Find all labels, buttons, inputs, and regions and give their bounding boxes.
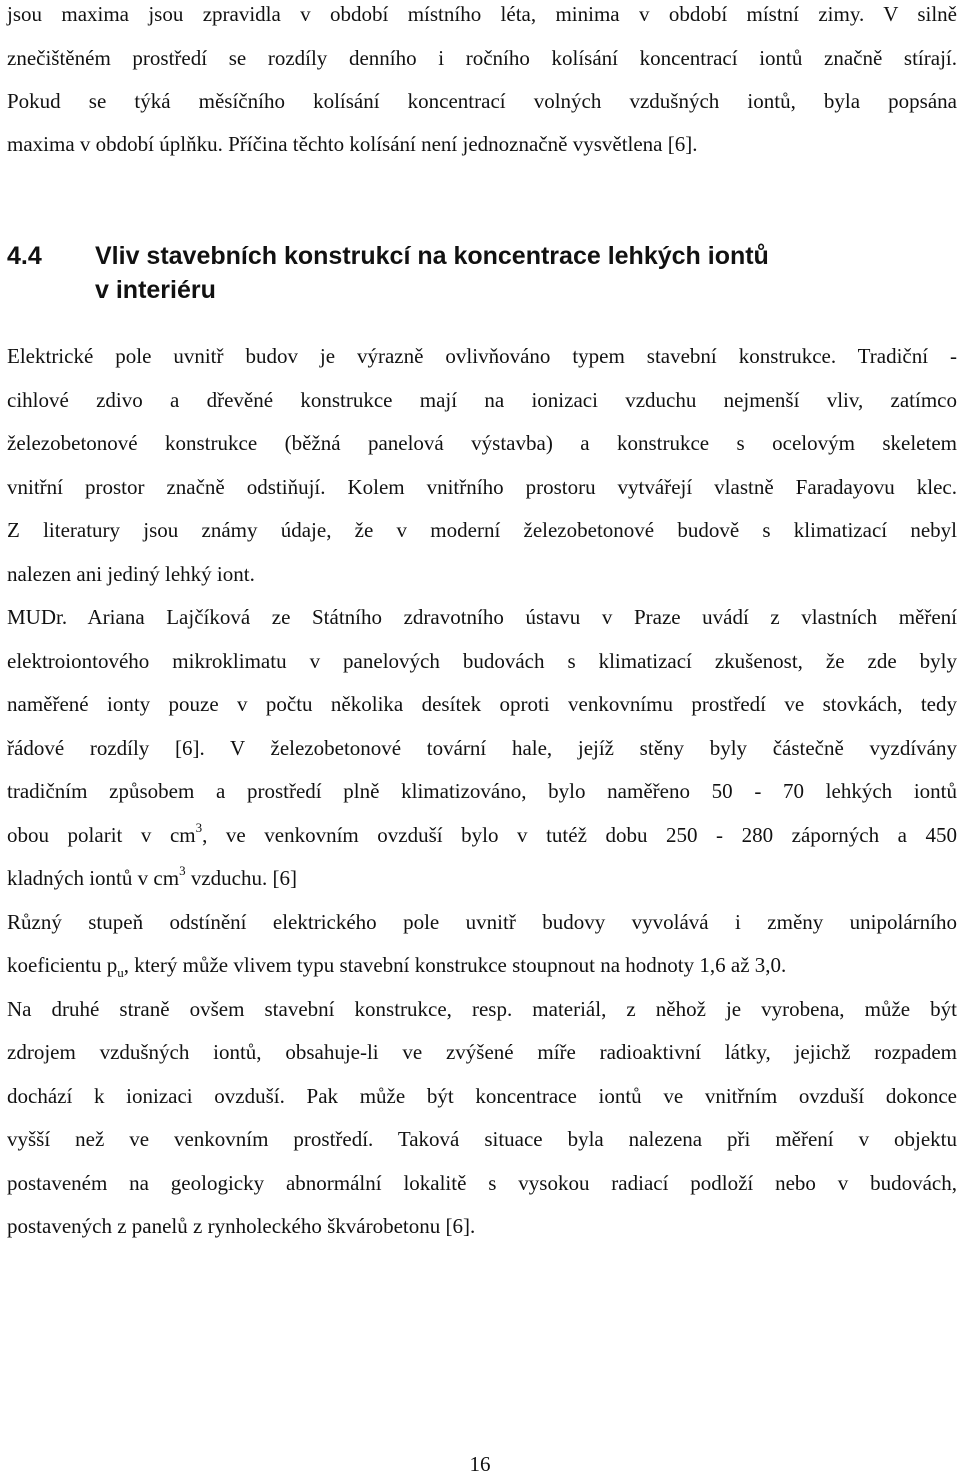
paragraph-line: Z literatury jsou známy údaje, že v moderní železobetonové budově s klimatizací nebyl xyxy=(7,518,957,542)
paragraph-line: vnitřní prostor značně odstiňují. Kolem vnitřního prostoru vytvářejí vlastně Faradayovu klec. xyxy=(7,475,957,499)
subscript: u xyxy=(117,965,124,980)
line-text: koeficientu p xyxy=(7,953,118,977)
section-title: Vliv stavebních konstrukcí na koncentrace lehkých iontů xyxy=(95,242,769,270)
paragraph-line: MUDr. Ariana Lajčíková ze Státního zdravotního ústavu v Praze uvádí z vlastních měření xyxy=(7,605,957,629)
section-heading xyxy=(7,241,769,271)
section-title-continued: v interiéru xyxy=(95,276,216,304)
paragraph-line: dochází k ionizaci ovzduší. Pak může být koncentrace iontů ve vnitřním ovzduší dokonce xyxy=(7,1084,957,1108)
paragraph-line: maxima v období úplňku. Příčina těchto kolísání není jednoznačně vysvětlena [6]. xyxy=(7,132,698,156)
paragraph-line xyxy=(7,820,957,847)
paragraph-line: vyšší než ve venkovním prostředí. Taková situace byla nalezena při měření v objektu xyxy=(7,1127,957,1151)
paragraph-line: tradičním způsobem a prostředí plně klimatizováno, bylo naměřeno 50 - 70 lehkých iontů xyxy=(7,779,957,803)
paragraph-line: nalezen ani jediný lehký iont. xyxy=(7,562,255,586)
paragraph-line: Elektrické pole uvnitř budov je výrazně ovlivňováno typem stavební konstrukce. Tradiční - xyxy=(7,344,957,368)
paragraph-line: jsou maxima jsou zpravidla v období místního léta, minima v období místní zimy. V silně xyxy=(7,2,957,26)
paragraph-line: cihlové zdivo a dřevěné konstrukce mají na ionizaci vzduchu nejmenší vliv, zatímco xyxy=(7,388,957,412)
paragraph-line: naměřené ionty pouze v počtu několika desítek oproti venkovnímu prostředí ve stovkách, tedy xyxy=(7,692,957,716)
line-text: vzduchu. [6] xyxy=(185,866,297,890)
superscript: 3 xyxy=(195,820,203,835)
paragraph-line: řádové rozdíly [6]. V železobetonové tovární hale, jejíž stěny byly částečně vyzdívány xyxy=(7,736,957,760)
paragraph-line: postavených z panelů z rynholeckého škvárobetonu [6]. xyxy=(7,1214,476,1238)
line-text: kladných iontů v cm xyxy=(7,866,180,890)
page-number: 16 xyxy=(469,1452,491,1476)
line-text: , který může vlivem typu stavební konstrukce stoupnout na hodnoty 1,6 až 3,0. xyxy=(123,953,787,977)
paragraph-line: znečištěném prostředí se rozdíly denního i ročního kolísání koncentrací iontů značně stírají. xyxy=(7,46,957,70)
paragraph-line: železobetonové konstrukce (běžná panelová výstavba) a konstrukce s ocelovým skeletem xyxy=(7,431,957,455)
section-number: 4.4 xyxy=(7,242,42,270)
paragraph-line xyxy=(7,953,957,980)
superscript: 3 xyxy=(179,863,186,878)
paragraph-line: Pokud se týká měsíčního kolísání koncentrací volných vzdušných iontů, byla popsána xyxy=(7,89,957,113)
paragraph-line: Na druhé straně ovšem stavební konstrukce, resp. materiál, z něhož je vyrobena, může být xyxy=(7,997,957,1021)
paragraph-line xyxy=(7,863,957,890)
line-text: obou polarit v cm xyxy=(7,823,196,847)
paragraph-line: Různý stupeň odstínění elektrického pole uvnitř budovy vyvolává i změny unipolárního xyxy=(7,910,957,934)
paragraph-line: elektroiontového mikroklimatu v panelových budovách s klimatizací zkušenost, že zde byly xyxy=(7,649,957,673)
line-text: , ve venkovním ovzduší bylo v tutéž dobu 250 - 280 záporných a 450 xyxy=(202,823,957,847)
paragraph-line: postaveném na geologicky abnormální lokalitě s vysokou radiací podloží nebo v budovách, xyxy=(7,1171,957,1195)
paragraph-line: zdrojem vzdušných iontů, obsahuje-li ve zvýšené míře radioaktivní látky, jejichž rozpadem xyxy=(7,1040,957,1064)
